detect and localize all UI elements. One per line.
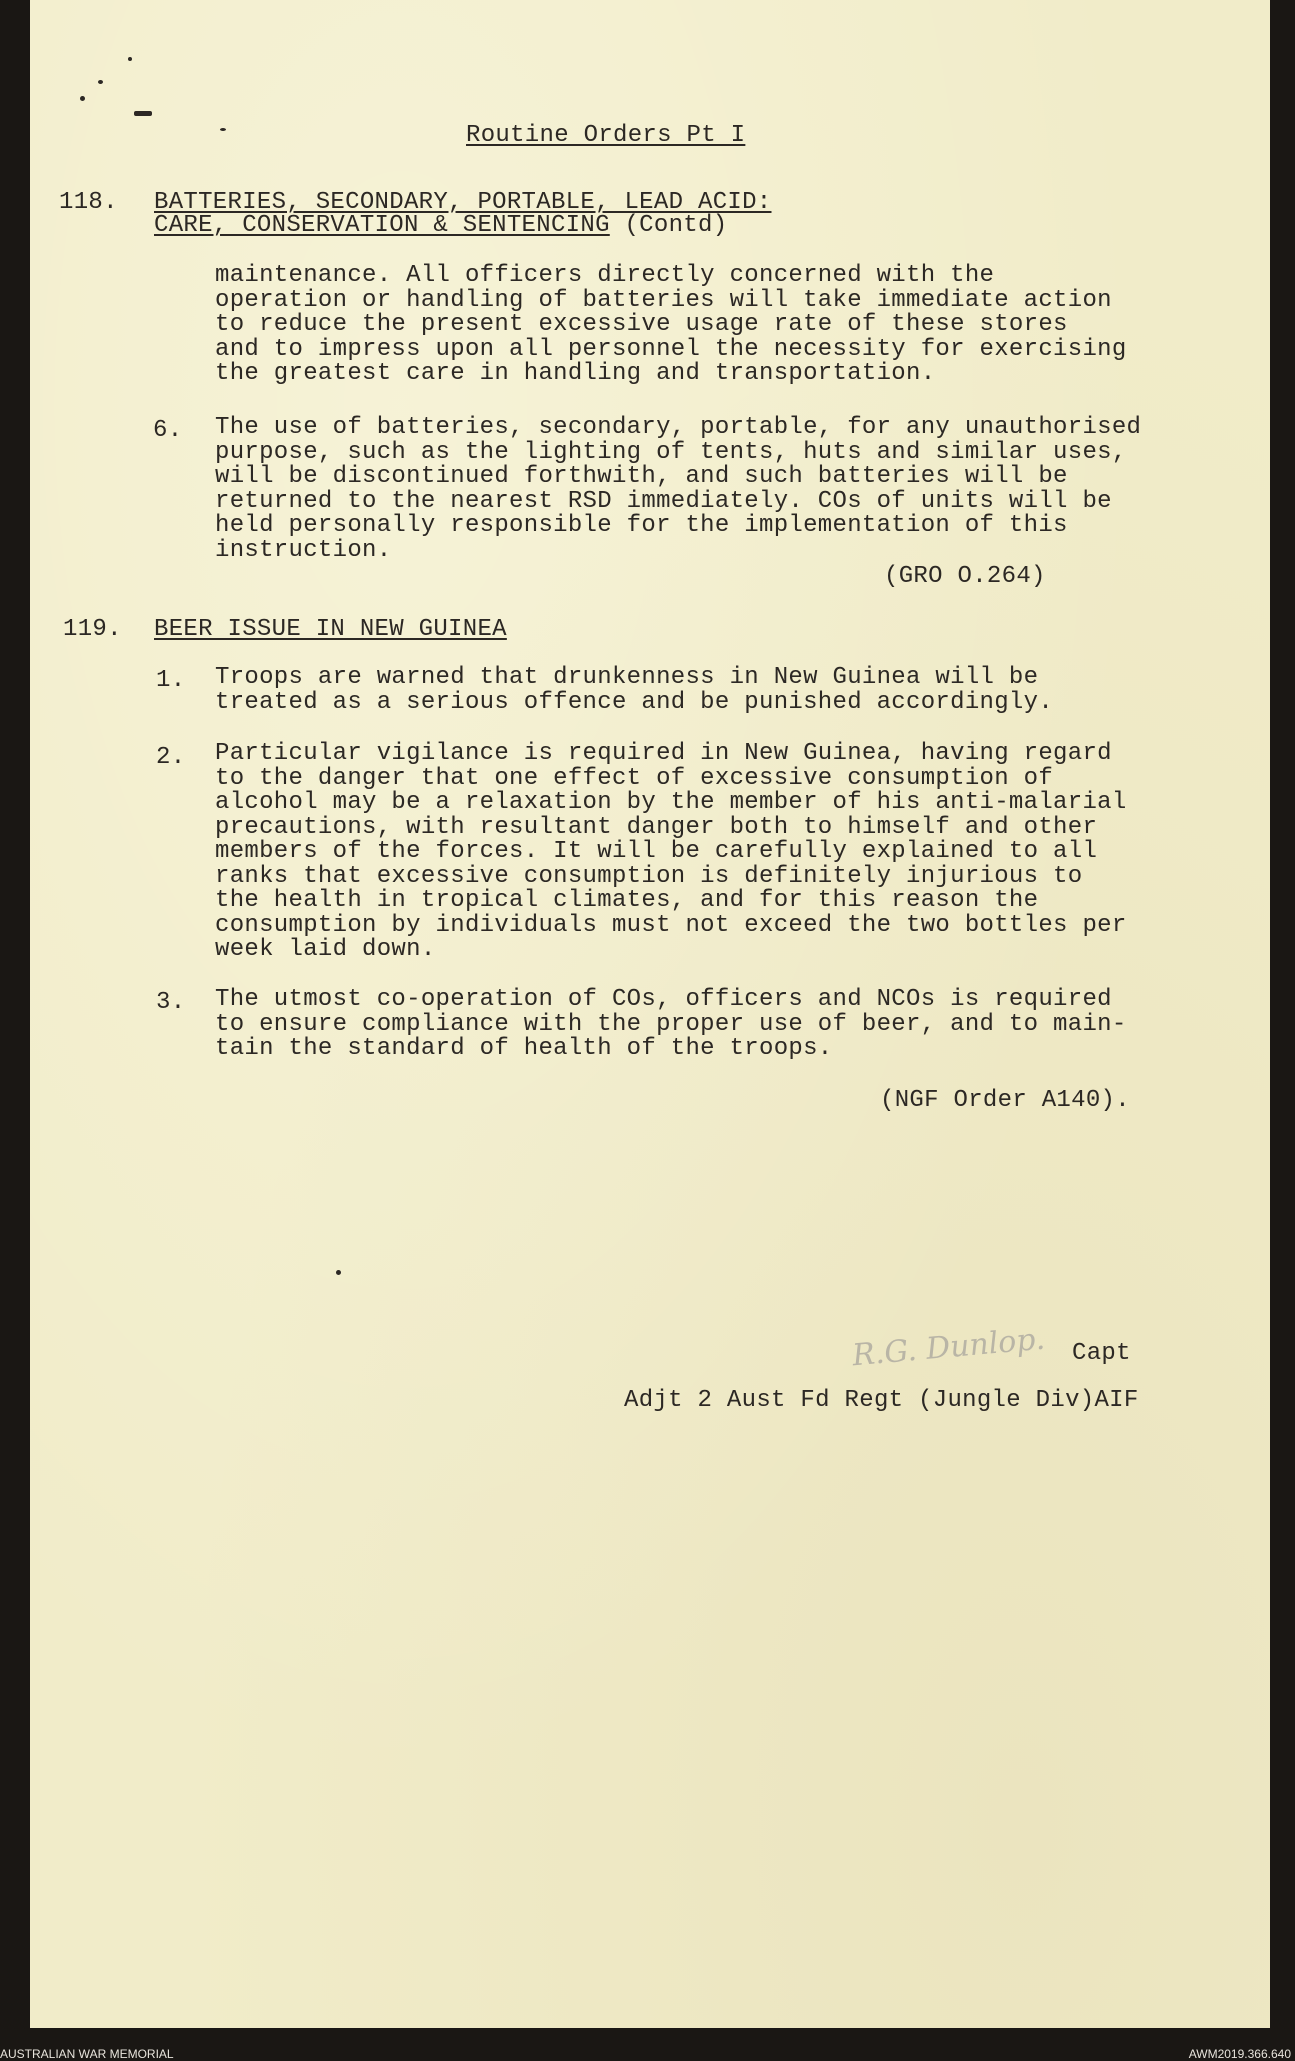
section-118-title-underlined: CARE, CONSERVATION & SENTENCING	[154, 212, 610, 239]
para-3-number: 3.	[156, 989, 186, 1016]
paragraph-line: week laid down.	[215, 936, 436, 963]
paragraph-line: precautions, with resultant danger both to himself and other	[215, 813, 1098, 841]
paragraph-line: returned to the nearest RSD immediately. COs of units will be	[215, 487, 1112, 515]
paragraph-line: held personally responsible for the implementation of this	[215, 512, 1068, 539]
stray-mark	[98, 80, 103, 84]
paragraph-line: consumption by individuals must not exceed the two bottles per	[215, 911, 1127, 939]
stray-mark	[220, 128, 226, 131]
footer-accession-number: AWM2019.366.640	[1188, 2047, 1291, 2061]
section-118-continued-paragraph	[215, 264, 1127, 387]
para-2-number: 2.	[156, 744, 186, 771]
paragraph-line: The utmost co-operation of COs, officers and NCOs is required	[215, 986, 1112, 1013]
section-119-number: 119.	[63, 616, 122, 643]
para-2-text	[215, 742, 1127, 963]
paragraph-line: ranks that excessive consumption is definitely injurious to	[215, 862, 1083, 890]
paragraph-line: to reduce the present excessive usage rate of these stores	[215, 311, 1068, 338]
paragraph-line: to the danger that one effect of excessive consumption of	[215, 764, 1054, 792]
paragraph-line: treated as a serious offence and be punished accordingly.	[215, 688, 1054, 716]
section-118-title-line1: BATTERIES, SECONDARY, PORTABLE, LEAD ACID:	[154, 189, 772, 216]
section-119-reference: (NGF Order A140).	[880, 1087, 1130, 1114]
stray-mark	[80, 96, 85, 101]
stray-mark	[128, 57, 132, 61]
para-6-text	[215, 416, 1141, 563]
para-1-text	[215, 666, 1053, 715]
section-118-number: 118.	[59, 189, 118, 216]
paragraph-line: The use of batteries, secondary, portable, for any unauthorised	[215, 414, 1142, 441]
stray-mark	[134, 111, 152, 116]
paragraph-line: Troops are warned that drunkenness in New Guinea will be	[215, 664, 1039, 691]
paragraph-line: maintenance. All officers directly concerned with the	[215, 262, 995, 289]
paragraph-line: members of the forces. It will be carefully explained to all	[215, 838, 1098, 865]
signature-appointment: Adjt 2 Aust Fd Regt (Jungle Div)AIF	[624, 1387, 1139, 1414]
paragraph-line: Particular vigilance is required in New Guinea, having regard	[215, 740, 1112, 767]
para-6-number: 6.	[153, 417, 183, 444]
paragraph-line: purpose, such as the lighting of tents, huts and similar uses,	[215, 438, 1127, 466]
paragraph-line: the health in tropical climates, and for this reason the	[215, 887, 1039, 914]
paragraph-line: will be discontinued forthwith, and such batteries will be	[215, 463, 1068, 490]
paragraph-line: the greatest care in handling and transportation.	[215, 360, 936, 387]
para-3-text	[215, 988, 1127, 1062]
paragraph-line: instruction.	[215, 536, 392, 564]
paragraph-line: alcohol may be a relaxation by the member of his anti-malarial	[215, 789, 1127, 816]
section-118-title-suffix: (Contd)	[609, 212, 728, 239]
paragraph-line: operation or handling of batteries will take immediate action	[215, 286, 1112, 314]
footer-source: AUSTRALIAN WAR MEMORIAL	[0, 2047, 174, 2061]
para-1-number: 1.	[156, 667, 186, 694]
section-118-reference: (GRO O.264)	[884, 563, 1046, 590]
stray-mark	[336, 1270, 341, 1275]
section-118-title-line2	[154, 213, 727, 238]
paragraph-line: and to impress upon all personnel the necessity for exercising	[215, 335, 1127, 363]
paragraph-line: to ensure compliance with the proper use of beer, and to main-	[215, 1010, 1127, 1038]
handwritten-signature: R.G. Dunlop.	[850, 1321, 1047, 1374]
paragraph-line: tain the standard of health of the troops.	[215, 1035, 833, 1062]
signature-rank: Capt	[1072, 1340, 1131, 1367]
page-header: Routine Orders Pt I	[466, 122, 746, 149]
section-119-title: BEER ISSUE IN NEW GUINEA	[154, 616, 507, 643]
document-page	[30, 0, 1270, 2028]
